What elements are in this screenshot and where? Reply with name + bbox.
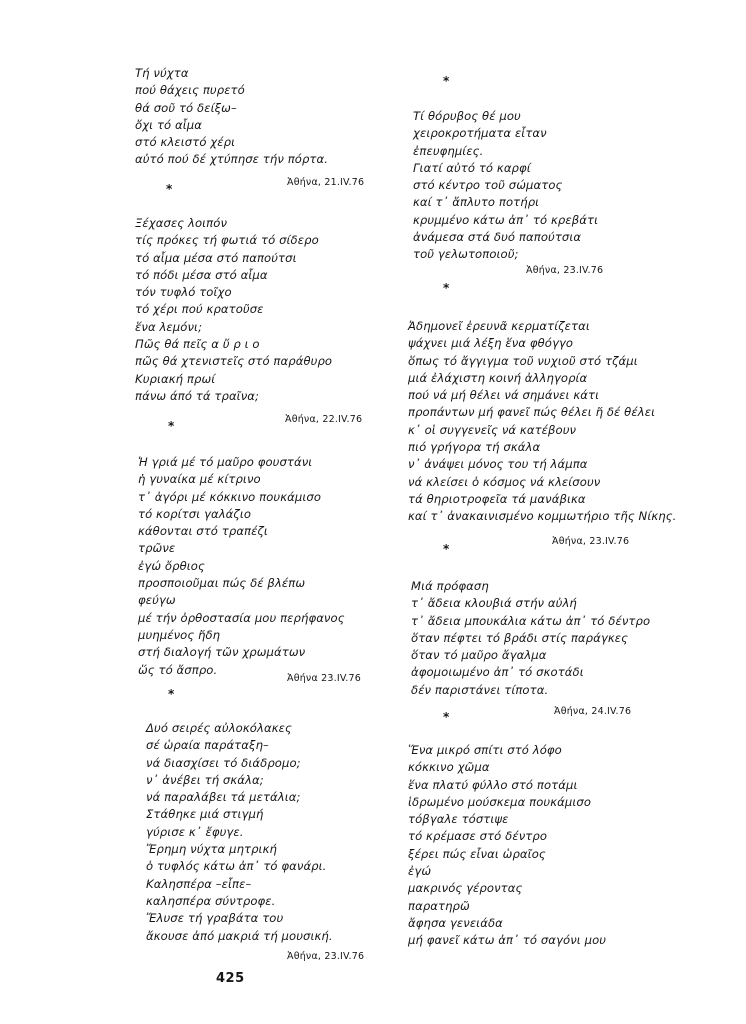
poem-line: πιό γρήγορα τή σκάλα [408,440,541,455]
poem-line: νά παραλάβει τά μετάλια; [146,790,301,805]
poem-line: τρῶνε [138,541,176,556]
poem [146,720,333,945]
separator-asterisk: * [443,710,450,724]
poem-line: τ᾿ ἀγόρι μέ κόκκινο πουκάμισο [138,489,322,504]
poem-line: Γιατί αὐτό τό καρφί [413,160,531,175]
poem [411,578,650,699]
poem-line: ἐγώ [408,864,432,879]
poem-line: προσποιοῦμαι πώς δέ βλέπω [138,576,306,591]
poem-line: τό κορίτσι γαλάζιο [138,506,252,521]
poem-line: χειροκροτήματα εἶταν [413,126,547,141]
poem [413,108,598,264]
poem-line: κόκκινο χῶμα [408,760,490,775]
poem-line: ἕνα λεμόνι; [135,319,203,334]
poem-line: τό πόδι μέσα στό αἷμα [135,267,268,282]
poem-line: πού νά μή θέλει νά σημάνει κάτι [408,388,600,403]
poem-line: ἀνάμεσα στά δυό παπούτσια [413,230,582,245]
poem [135,215,332,405]
poem-date: Ἀθήνα, 23.IV.76 [287,951,365,962]
poem-line: μακρινός γέροντας [408,881,523,896]
poem-line: τίς πρόκες τή φωτιά τό σίδερο [135,233,319,248]
poem-line: ψάχνει μιά λέξη ἕνα φθόγγο [408,336,574,351]
poem-line: καλησπέρα σύντροφε. [146,893,276,908]
poem-line: καί τ᾿ ἀνακαινισμένο κομμωτήριο τῆς Νίκης. [408,509,677,524]
poem-line: μή φανεῖ κάτω ἀπ᾿ τό σαγόνι μου [408,933,607,948]
poem-line: ὁ τυφλός κάτω ἀπ᾿ τό φανάρι. [146,859,327,874]
poem-date: Ἀθήνα, 23.IV.76 [552,536,630,547]
poem-line: ἐπευφημίες. [413,143,484,158]
page-number: 425 [216,971,245,986]
poem-line: ν᾿ ἀνάψει μόνος του τή λάμπα [408,457,588,472]
poem-date: Ἀθήνα, 21.IV.76 [287,177,365,188]
separator-asterisk: * [443,281,450,295]
poem-line: τοῦ γελωτοποιοῦ; [413,247,519,262]
poem-line: πού θάχεις πυρετό [135,83,245,98]
poem-line: πῶς θά χτενιστεῖς στό παράθυρο [135,354,333,369]
poem-line: Στάθηκε μιά στιγμή [146,807,264,822]
poem-line: φεύγω [138,593,176,608]
poem-line: ἐγώ ὄρθιος [138,558,205,573]
poem-line: ἄκουσε ἀπό μακριά τή μουσική. [146,928,333,943]
poem-line: τ᾿ ἄδεια μπουκάλια κάτω ἀπ᾿ τό δέντρο [411,613,651,628]
poem-line: τόβγαλε τόστιψε [408,812,509,827]
poem-line: δέν παριστάνει τίποτα. [411,682,549,697]
poem-line: ἕνα πλατύ φύλλο στό ποτάμι [408,777,578,792]
poem-line: στή διαλογή τῶν χρωμάτων [138,645,306,660]
poem-line: ν᾿ ἀνέβει τή σκάλα; [146,772,264,787]
poem-line: ἡ γυναίκα μέ κίτρινο [138,472,261,487]
poem-line: Τή νύχτα [135,66,189,80]
poem-line: γύρισε κ᾿ ἔφυγε. [146,824,244,839]
poem [408,742,606,950]
poem-line: αὐτό πού δέ χτύπησε τήν πόρτα. [135,152,329,167]
poem-line: προπάντων μή φανεῖ πώς θέλει ἤ δέ θέλει [408,405,656,420]
poem-line: ἄφησα γενειάδα [408,915,503,930]
poem-line: θά σοῦ τό δείξω– [135,100,237,115]
poem-line: Πῶς θά πεῖς α ὔ ρ ι ο [135,337,260,352]
poem-line: τό χέρι πού κρατοῦσε [135,302,264,317]
separator-asterisk: * [443,542,450,556]
poem-line: ὄχι τό αἷμα [135,117,203,132]
poem-line: τό αἷμα μέσα στό παπούτσι [135,250,297,265]
poem-line: ὅταν πέφτει τό βράδι στίς παράγκες [411,630,629,645]
poem-line: Τί θόρυβος θέ μου [413,109,521,123]
poem-line: στό κλειστό χέρι [135,135,236,150]
poem-line: Ἕνα μικρό σπίτι στό λόφο [408,743,562,757]
poem-line: Ἔλυσε τή γραβάτα του [146,911,284,926]
poem-line: μιά ἐλάχιστη κοινή ἀλληγορία [408,370,588,385]
poem-line: Καλησπέρα –εἶπε– [146,876,252,891]
poem [408,318,676,526]
poem-line: Μιά πρόφαση [411,579,489,593]
poem-line: καί τ᾿ ἄπλυτο ποτήρι [413,195,540,210]
poem-line: πάνω άπό τά τραῖνα; [135,388,260,403]
poem-line: μυημένος ἤδη [138,627,221,642]
poem-line: τό κρέμασε στό δέντρο [408,829,548,844]
poem-line: στό κέντρο τοῦ σώματος [413,178,563,193]
separator-asterisk: * [168,419,175,433]
poem [135,65,328,169]
poem-line: κρυμμένο κάτω ἀπ᾿ τό κρεβάτι [413,212,599,227]
poem-line: τ᾿ ἄδεια κλουβιά στήν αὐλή [411,596,577,611]
poem [138,454,345,679]
separator-asterisk: * [168,687,175,701]
poem-line: Ἀδημονεῖ ἐρευνᾶ κερματίζεται [408,319,590,333]
poem-line: τά θηριοτροφεῖα τά μανάβικα [408,491,586,506]
poem-line: ἀφομοιωμένο ἀπ᾿ τό σκοτάδι [411,665,584,680]
poem-date: Ἀθήνα, 24.IV.76 [554,706,632,717]
poem-line: Κυριακή πρωί [135,371,216,386]
poem-line: τόν τυφλό τοῖχο [135,285,232,300]
poem-line: ὥς τό ἄσπρο. [138,662,218,677]
poem-line: κάθονται στό τραπέζι [138,524,268,539]
poem-line: ὅπως τό ἄγγιγμα τοῦ νυχιοῦ στό τζάμι [408,353,638,368]
poem-date: Ἀθήνα 23.IV.76 [287,673,362,684]
poem-date: Ἀθήνα, 23.IV.76 [526,265,604,276]
poem-line: Ἡ γριά μέ τό μαῦρο φουστάνι [138,455,313,469]
separator-asterisk: * [443,74,450,88]
poem-line: Ξέχασες λοιπόν [135,216,228,230]
separator-asterisk: * [166,182,173,196]
poem-line: παρατηρῶ [408,898,470,913]
poem-line: Δυό σειρές αὐλοκόλακες [146,721,292,735]
poem-line: ξέρει πώς εἶναι ὡραῖος [408,846,546,861]
poem-line: σέ ὡραία παράταξη– [146,738,269,753]
poem-line: ἱδρωμένο μούσκεμα πουκάμισο [408,794,592,809]
poem-line: νά διασχίσει τό διάδρομο; [146,755,301,770]
poem-line: μέ τήν ὀρθοστασία μου περήφανος [138,610,345,625]
poem-date: Ἀθήνα, 22.IV.76 [285,414,363,425]
poem-line: κ᾿ οἱ συγγενεῖς νά κατέβουν [408,422,577,437]
poem-line: Ἔρημη νύχτα μητρική [146,842,277,857]
poem-line: νά κλείσει ὁ κόσμος νά κλείσουν [408,474,601,489]
poem-line: ὅταν τό μαῦρο ἄγαλμα [411,648,547,663]
